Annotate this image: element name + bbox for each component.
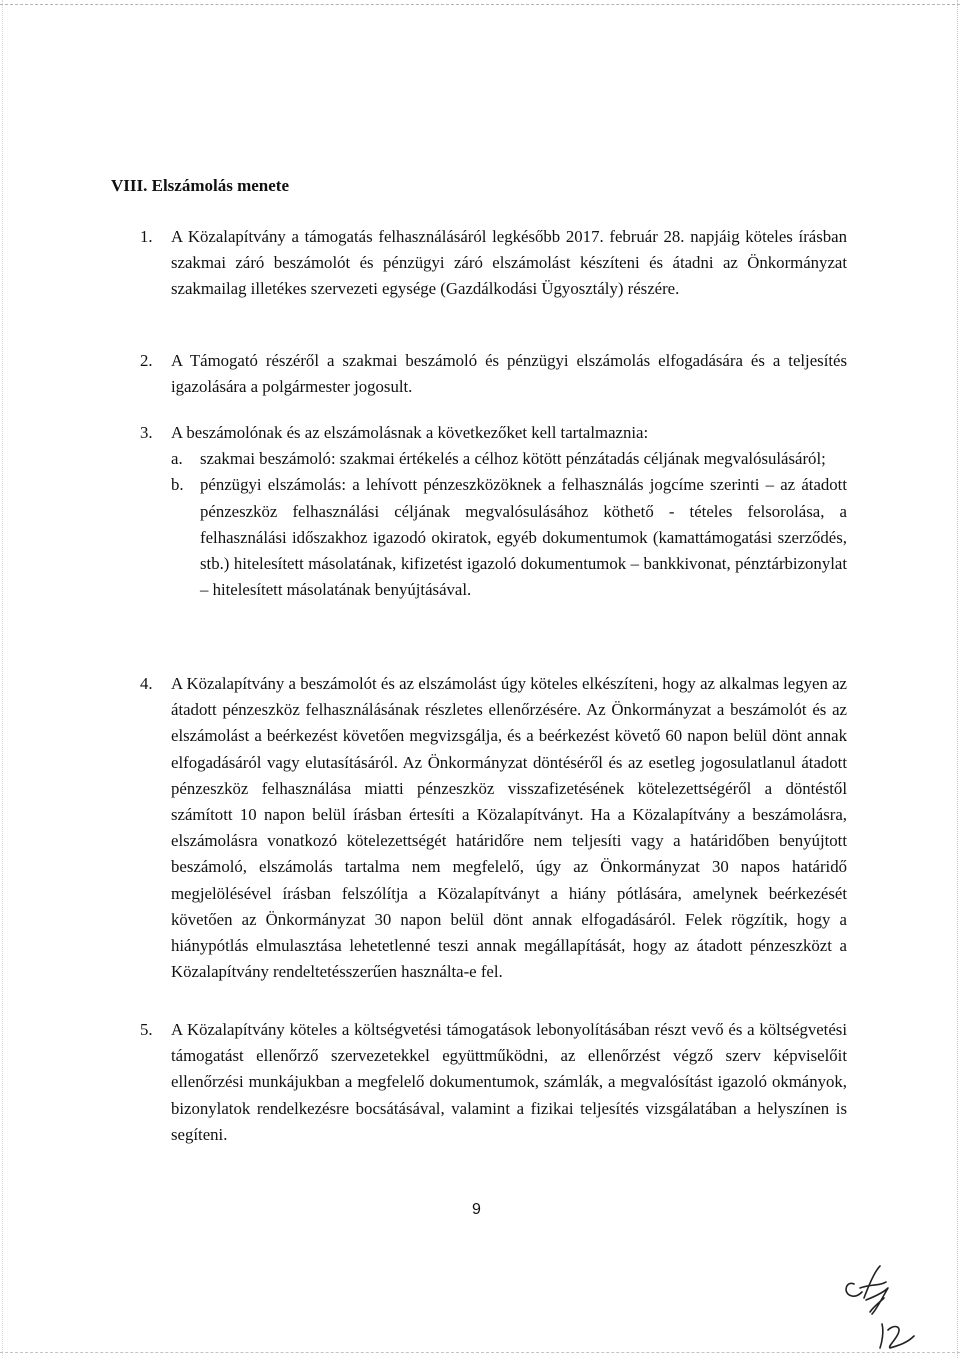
list-item-1 <box>140 224 847 303</box>
item-text: A beszámolónak és az elszámolásnak a következőket kell tartalmaznia: <box>171 423 649 442</box>
item-text: A Közalapítvány a beszámolót és az elszámolást úgy köteles elkészíteni, hogy az alkalmas legyen az átadott pénzeszköz felhasználásának részletes ellenőrzésére. Az Önkormányzat a beszámolót és az elszámolást a beérkezést követően megvizsgálja, és a beérkezést követő 60 napon belül dönt annak elfogadásáról vagy elutasításáról. Az Önkormányzat döntéséről és az esetleg jogosulatlanul átadott pénzeszköz felhasználása miatti pénzeszköz visszafizetésének kötelezettségéről a döntéstől számított 10 napon belül írásban értesíti a Közalapítványt. Ha a Közalapítvány a beszámolásra, elszámolásra vonatkozó kötelezettségét határidőre nem teljesíti vagy a határidőben benyújtott beszámoló, elszámolás tartalma nem megfelelő, úgy az Önkormányzat 30 napos határidő megjelölésével írásban felszólítja a Közalapítványt a hiány pótlására, amelynek beérkezését követően az Önkormányzat 30 napon belül dönt annak elfogadásáról. Felek rögzítik, hogy a hiánypótlás elmulasztása lehetetlenné teszi annak megállapítását, hogy az átadott pénzeszközt a Közalapítvány rendeltetésszerűen használta-e fel. <box>171 674 847 982</box>
sub-item-letter: b. <box>171 475 184 495</box>
sub-item-b <box>171 472 847 603</box>
sub-item-letter: a. <box>171 449 183 469</box>
sub-item-text: szakmai beszámoló: szakmai értékelés a célhoz kötött pénzátadás céljának megvalósulásáról; <box>200 449 826 469</box>
item-number: 2. <box>140 351 153 370</box>
page-number: 9 <box>472 1201 481 1218</box>
item-number: 4. <box>140 674 153 693</box>
sub-item-text: pénzügyi elszámolás: a lehívott pénzeszközöknek a felhasználás jogcíme szerinti – az átadott pénzeszköz felhasználási céljának megvalósulásához köthető - tételes felsorolása, a felhasználási időszakhoz igazodó okiratok, egyéb dokumentumok (kamattámogatási szerződés, stb.) hitelesített másolatának, kifizetést igazoló dokumentumok – bankkivonat, pénztárbizonylat – hitelesített másolatának benyújtásával. <box>200 475 847 600</box>
item-text: A Közalapítvány köteles a költségvetési támogatások lebonyolításában részt vevő és a költségvetési támogatást ellenőrző szervezetekkel együttműködni, az ellenőrzést végző szerv képviselőit ellenőrzési munkájukban a megfelelő dokumentumok, számlák, a megvalósítást igazoló okmányok, bizonylatok rendelkezésre bocsátásával, valamint a fizikai teljesítés vizsgálatában a helyszínen is segíteni. <box>171 1020 847 1144</box>
item-number: 1. <box>140 227 153 246</box>
list-item-2 <box>140 348 847 400</box>
scan-edge-right <box>957 0 958 1358</box>
item-text: A Támogató részéről a szakmai beszámoló és pénzügyi elszámolás elfogadására és a teljesítés igazolására a polgármester jogosult. <box>171 351 847 397</box>
section-heading: VIII. Elszámolás menete <box>111 176 290 195</box>
handwritten-signature <box>836 1262 936 1352</box>
item-number: 5. <box>140 1020 153 1039</box>
scan-edge-top <box>0 4 960 5</box>
list-item-4 <box>140 671 847 985</box>
scan-edge-left <box>2 0 3 1358</box>
list-item-5 <box>140 1017 847 1148</box>
sub-item-a <box>171 446 847 472</box>
item-number: 3. <box>140 423 153 442</box>
scan-edge-bottom <box>0 1352 960 1353</box>
item-text: A Közalapítvány a támogatás felhasználásáról legkésőbb 2017. február 28. napjáig köteles írásban szakmai záró beszámolót és pénzügyi záró elszámolást készíteni és átadni az Önkormányzat szakmailag illetékes szervezeti egysége (Gazdálkodási Ügyosztály) részére. <box>171 227 847 299</box>
list-item-3 <box>140 420 847 603</box>
